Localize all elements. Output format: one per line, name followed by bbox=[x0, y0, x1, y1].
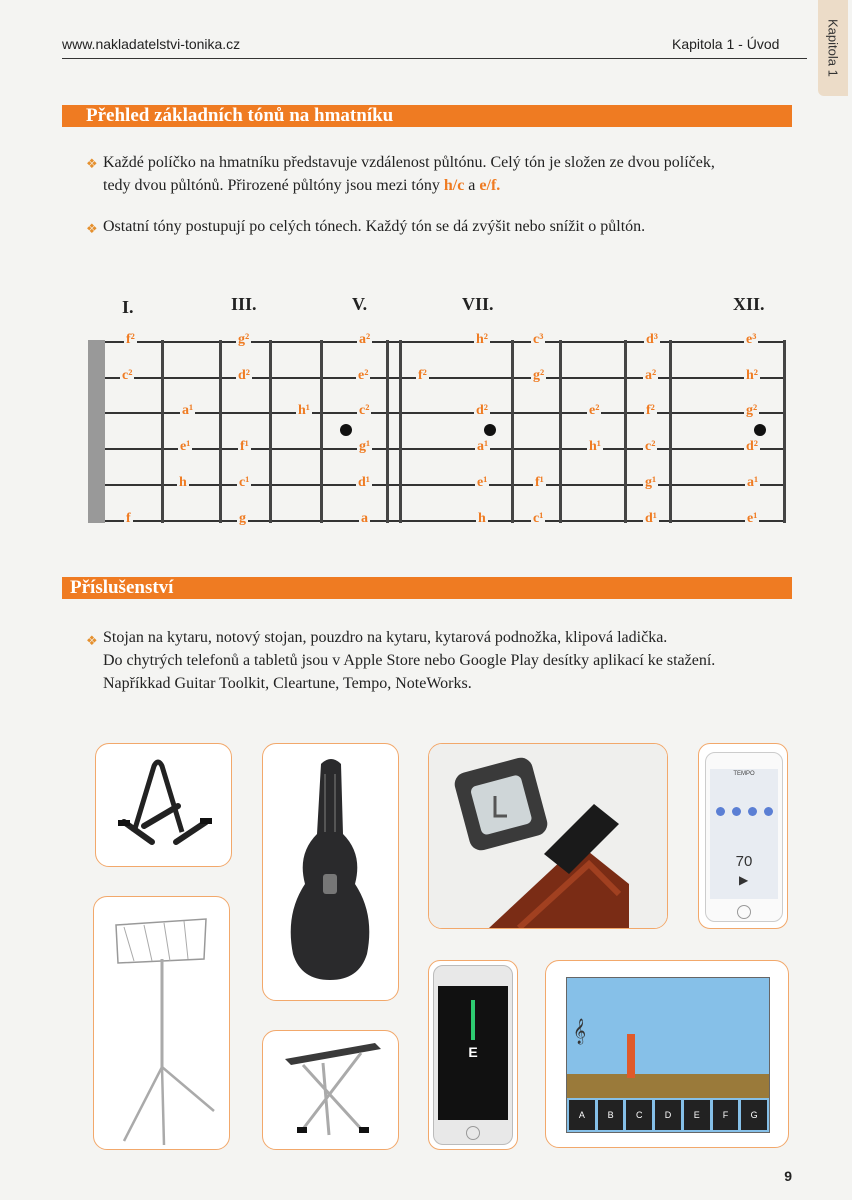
fret bbox=[624, 340, 627, 523]
photo-phone-tempo bbox=[698, 743, 788, 929]
home-button-icon bbox=[737, 905, 751, 919]
phone-screen bbox=[438, 986, 508, 1120]
beat-indicator bbox=[764, 807, 773, 816]
paragraph-line: Do chytrých telefonů a tabletů jsou v Apple Store nebo Google Play desítky aplikací ke stažení. bbox=[103, 652, 716, 669]
note-label: e¹ bbox=[477, 475, 488, 490]
phone-screen bbox=[710, 769, 778, 899]
position-marker-dot bbox=[754, 424, 766, 436]
note-label: a¹ bbox=[182, 403, 194, 418]
note-label: f bbox=[126, 511, 131, 526]
note-label: c² bbox=[645, 439, 656, 454]
phone-frame bbox=[705, 752, 783, 922]
note-label: a² bbox=[645, 368, 657, 383]
note-label: h¹ bbox=[298, 403, 310, 418]
play-icon: ▶ bbox=[739, 873, 749, 887]
key-button[interactable]: D bbox=[655, 1100, 681, 1130]
string bbox=[105, 484, 785, 486]
string bbox=[105, 412, 785, 414]
note-label: c¹ bbox=[239, 475, 250, 490]
key-button[interactable]: A bbox=[569, 1100, 595, 1130]
note-label: g¹ bbox=[645, 475, 657, 490]
string bbox=[105, 377, 785, 379]
bpm-value: 70 bbox=[735, 853, 753, 870]
key-button[interactable]: C bbox=[626, 1100, 652, 1130]
game-ground bbox=[567, 1074, 769, 1098]
paragraph-line: Každé políčko na hmatníku představuje vzdálenost půltónu. Celý tón je složen ze dvou políček, bbox=[103, 154, 715, 171]
note-label: c² bbox=[122, 368, 133, 383]
note-label: c³ bbox=[533, 332, 544, 347]
bullet-icon: ❖ bbox=[86, 221, 98, 236]
treble-clef-icon: 𝄞 bbox=[573, 1018, 587, 1043]
note-label: f² bbox=[418, 368, 427, 383]
paragraph-line: tedy dvou půltónů. Přirozené půltóny jsou mezi tóny h/c a e/f. bbox=[103, 177, 501, 194]
note-label: d³ bbox=[646, 332, 658, 347]
position-marker-dot bbox=[484, 424, 496, 436]
beat-indicator bbox=[732, 807, 741, 816]
position-label: XII. bbox=[733, 294, 765, 314]
note-label: e³ bbox=[746, 332, 757, 347]
key-button[interactable]: B bbox=[598, 1100, 624, 1130]
note-label: h¹ bbox=[589, 439, 601, 454]
fret bbox=[219, 340, 222, 523]
note-label: h bbox=[179, 475, 187, 490]
fret bbox=[161, 340, 164, 523]
paragraph-line: Stojan na kytaru, notový stojan, pouzdro na kytaru, kytarová podnožka, klipová ladička. bbox=[103, 629, 668, 646]
photo-guitar-stand bbox=[95, 743, 232, 867]
nut bbox=[88, 340, 105, 523]
guitar-case-image bbox=[263, 744, 398, 1000]
bullet-icon: ❖ bbox=[86, 156, 98, 171]
fret bbox=[399, 340, 402, 523]
position-label: I. bbox=[122, 297, 134, 317]
note-label: d² bbox=[746, 439, 758, 454]
key-button[interactable]: G bbox=[741, 1100, 767, 1130]
beat-indicator bbox=[748, 807, 757, 816]
bullet-icon: ❖ bbox=[86, 633, 98, 648]
fret bbox=[511, 340, 514, 523]
home-button-icon bbox=[466, 1126, 480, 1140]
note-label: d² bbox=[238, 368, 250, 383]
string bbox=[105, 448, 785, 450]
guitar-stand-image bbox=[96, 744, 231, 866]
string bbox=[105, 520, 785, 522]
note-label: h² bbox=[746, 368, 758, 383]
note-label: g² bbox=[533, 368, 545, 383]
photo-phone-tuner bbox=[428, 960, 518, 1150]
note-label: g² bbox=[238, 332, 250, 347]
clip-tuner-image bbox=[429, 744, 667, 928]
header-url: www.nakladatelstvi-tonika.cz bbox=[62, 36, 241, 52]
foot-stool-image bbox=[263, 1031, 398, 1149]
section-title-fretboard: Přehled základních tónů na hmatníku bbox=[86, 105, 394, 126]
app-title: TEMPO bbox=[733, 771, 755, 777]
note-label: g² bbox=[746, 403, 758, 418]
fret bbox=[269, 340, 272, 523]
note-label: e¹ bbox=[180, 439, 191, 454]
note-label: g bbox=[239, 511, 246, 526]
music-stand-image bbox=[94, 897, 229, 1149]
page-number: 9 bbox=[784, 1168, 792, 1184]
tablet-screen bbox=[566, 977, 770, 1133]
note-label: a bbox=[361, 511, 368, 526]
string bbox=[105, 341, 785, 343]
photo-clip-tuner bbox=[428, 743, 668, 929]
key-button[interactable]: F bbox=[713, 1100, 739, 1130]
fret bbox=[559, 340, 562, 523]
position-label: VII. bbox=[462, 294, 494, 314]
note-label: c¹ bbox=[533, 511, 544, 526]
photo-tablet-noteworks bbox=[545, 960, 789, 1148]
header-divider bbox=[62, 58, 807, 59]
paragraph-line: Napříkkad Guitar Toolkit, Cleartune, Tempo, NoteWorks. bbox=[103, 675, 472, 692]
fret bbox=[386, 340, 389, 523]
note-label: g¹ bbox=[359, 439, 371, 454]
note-label: d¹ bbox=[358, 475, 370, 490]
phone-frame bbox=[433, 965, 513, 1145]
note-label: f² bbox=[646, 403, 655, 418]
beat-indicator bbox=[716, 807, 725, 816]
photo-music-stand bbox=[93, 896, 230, 1150]
position-label: V. bbox=[352, 294, 368, 314]
piano-keys bbox=[569, 1100, 767, 1130]
photo-guitar-case bbox=[262, 743, 399, 1001]
note-label: f¹ bbox=[240, 439, 249, 454]
photo-foot-stool bbox=[262, 1030, 399, 1150]
note-label: a¹ bbox=[477, 439, 489, 454]
paragraph-line: Ostatní tóny postupují po celých tónech. Každý tón se dá zvýšit nebo snížit o půltón. bbox=[103, 218, 646, 235]
note-label: h² bbox=[476, 332, 488, 347]
note-label: f² bbox=[126, 332, 135, 347]
note-label: a² bbox=[359, 332, 371, 347]
note-label: e¹ bbox=[747, 511, 758, 526]
key-button[interactable]: E bbox=[684, 1100, 710, 1130]
fret bbox=[320, 340, 323, 523]
tuner-needle bbox=[471, 1000, 475, 1040]
note-label: h bbox=[478, 511, 486, 526]
note-label: f¹ bbox=[535, 475, 544, 490]
note-label: e² bbox=[358, 368, 369, 383]
note-label: d² bbox=[476, 403, 488, 418]
section-title-accessories: Příslušenství bbox=[70, 577, 174, 598]
fret bbox=[783, 340, 786, 523]
position-marker-dot bbox=[340, 424, 352, 436]
rocket-icon bbox=[627, 1034, 635, 1078]
position-label: III. bbox=[231, 294, 257, 314]
note-label: c² bbox=[359, 403, 370, 418]
header-chapter: Kapitola 1 - Úvod bbox=[672, 36, 780, 52]
tuner-note: E bbox=[468, 1044, 478, 1060]
fret bbox=[669, 340, 672, 523]
note-label: d¹ bbox=[645, 511, 657, 526]
note-label: a¹ bbox=[747, 475, 759, 490]
chapter-side-tab: Kapitola 1 bbox=[818, 0, 848, 96]
note-label: e² bbox=[589, 403, 600, 418]
